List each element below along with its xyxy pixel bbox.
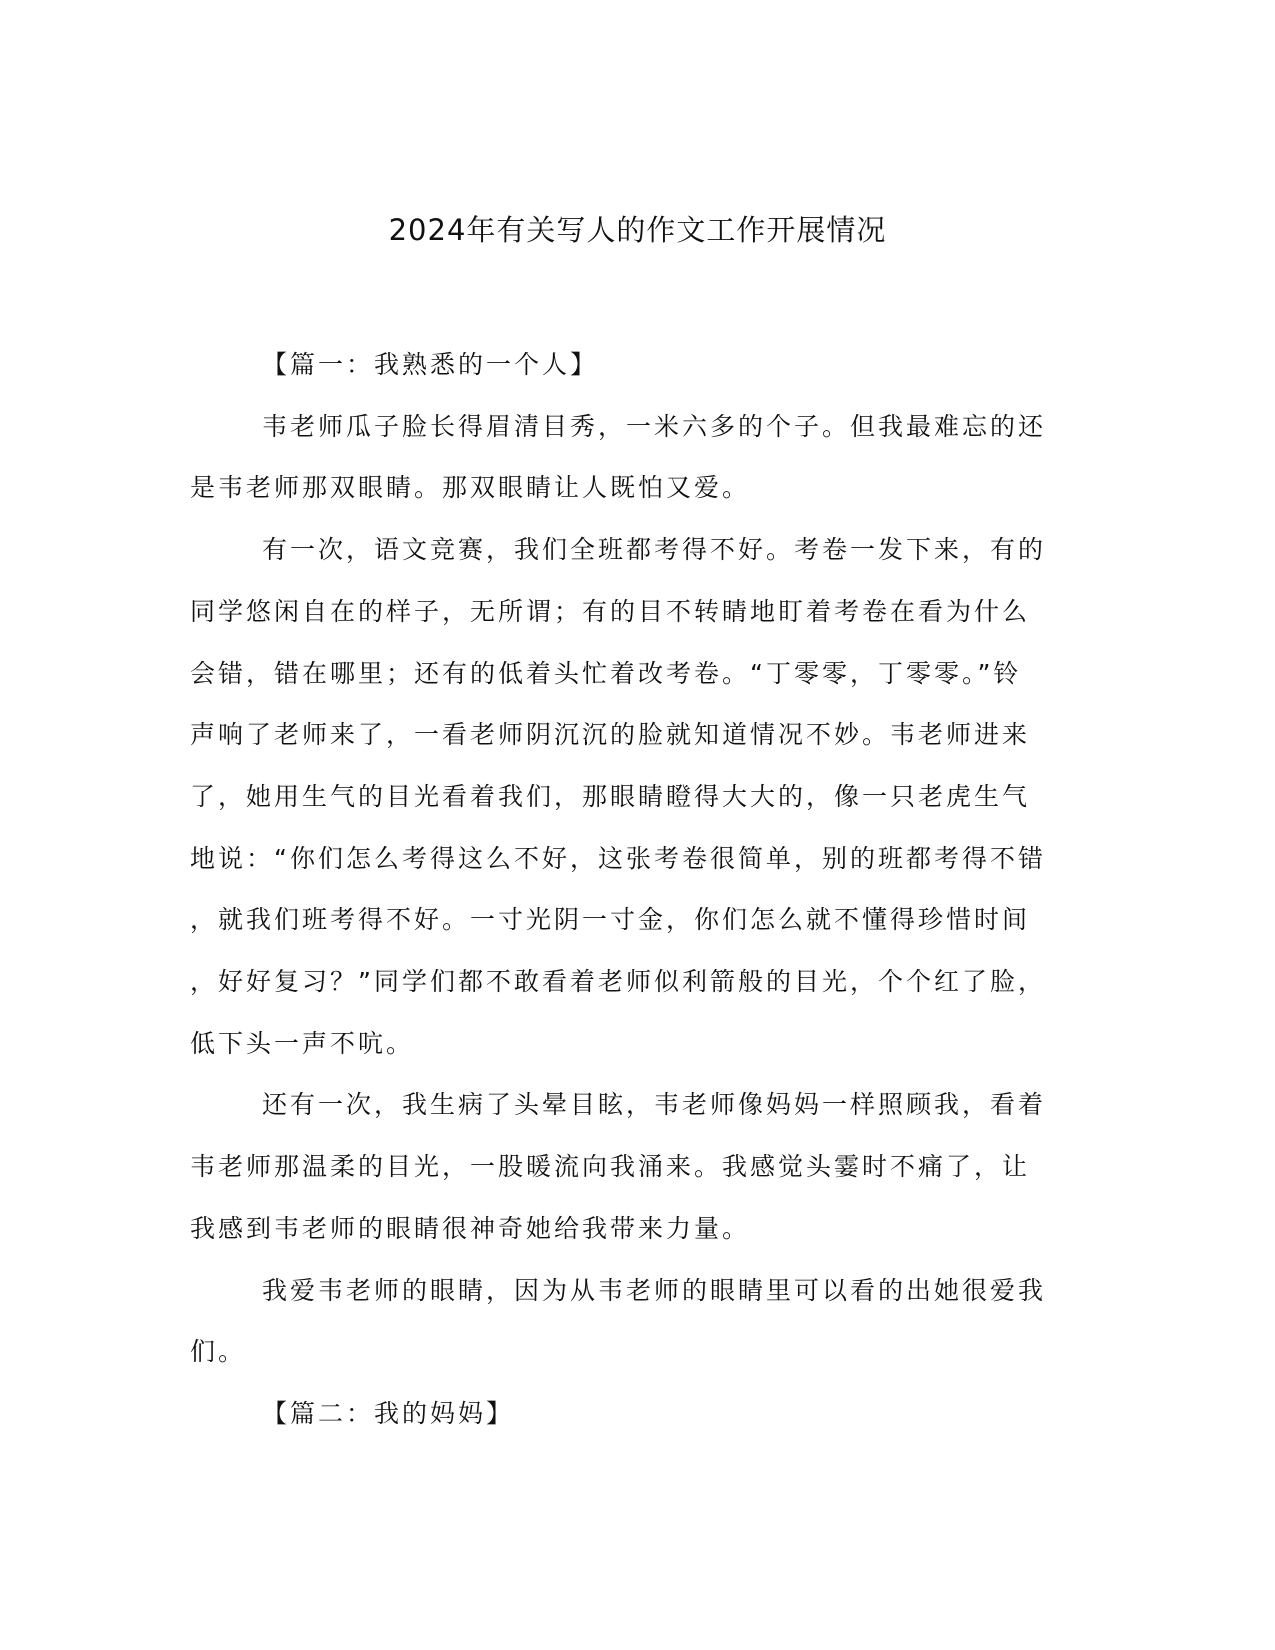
paragraph-1 [190, 396, 1080, 519]
paragraph-3 [190, 1074, 1080, 1259]
paragraph-line: 我感到韦老师的眼睛很神奇她给我带来力量。 [190, 1213, 751, 1243]
paragraph-line: 们。 [190, 1337, 247, 1367]
paragraph-line: ，就我们班考得不好。一寸光阴一寸金，你们怎么就不懂得珍惜时间 [190, 905, 1031, 935]
paragraph-line: 会错，错在哪里；还有的低着头忙着改考卷。“丁零零，丁零零。”铃 [190, 658, 1022, 688]
paragraph-line: 是韦老师那双眼睛。那双眼睛让人既怕又爱。 [190, 473, 751, 503]
document-title: 2024年有关写人的作文工作开展情况 [388, 213, 887, 247]
paragraph-line: 有一次，语文竞赛，我们全班都考得不好。考卷一发下来，有的 [262, 535, 1047, 565]
paragraph-line: 地说：“你们怎么考得这么不好，这张考卷很简单，别的班都考得不错 [190, 843, 1046, 873]
paragraph-2 [190, 519, 1080, 1074]
paragraph-line: 声响了老师来了，一看老师阴沉沉的脸就知道情况不妙。韦老师进来 [190, 720, 1031, 750]
paragraph-line: 韦老师瓜子脸长得眉清目秀，一米六多的个子。但我最难忘的还 [262, 411, 1047, 441]
paragraph-line: 韦老师那温柔的目光，一股暖流向我涌来。我感觉头霎时不痛了，让 [190, 1152, 1031, 1182]
paragraph-line: 我爱韦老师的眼睛，因为从韦老师的眼睛里可以看的出她很爱我 [262, 1275, 1047, 1305]
section-heading-1: 【篇一：我熟悉的一个人】 [262, 350, 599, 379]
paragraph-line: 同学悠闲自在的样子，无所谓；有的目不转睛地盯着考卷在看为什么 [190, 596, 1031, 626]
paragraph-4 [190, 1260, 1080, 1383]
paragraph-line: ，好好复习？”同学们都不敢看着老师似利箭般的目光，个个红了脸， [190, 967, 1046, 997]
paragraph-line: 了，她用生气的目光看着我们，那眼睛瞪得大大的，像一只老虎生气 [190, 781, 1031, 811]
section-heading-2: 【篇二：我的妈妈】 [262, 1398, 515, 1428]
paragraph-line: 还有一次，我生病了头晕目眩，韦老师像妈妈一样照顾我，看着 [262, 1090, 1047, 1120]
paragraph-line: 低下头一声不吭。 [190, 1028, 415, 1058]
document-body [190, 334, 1080, 1445]
